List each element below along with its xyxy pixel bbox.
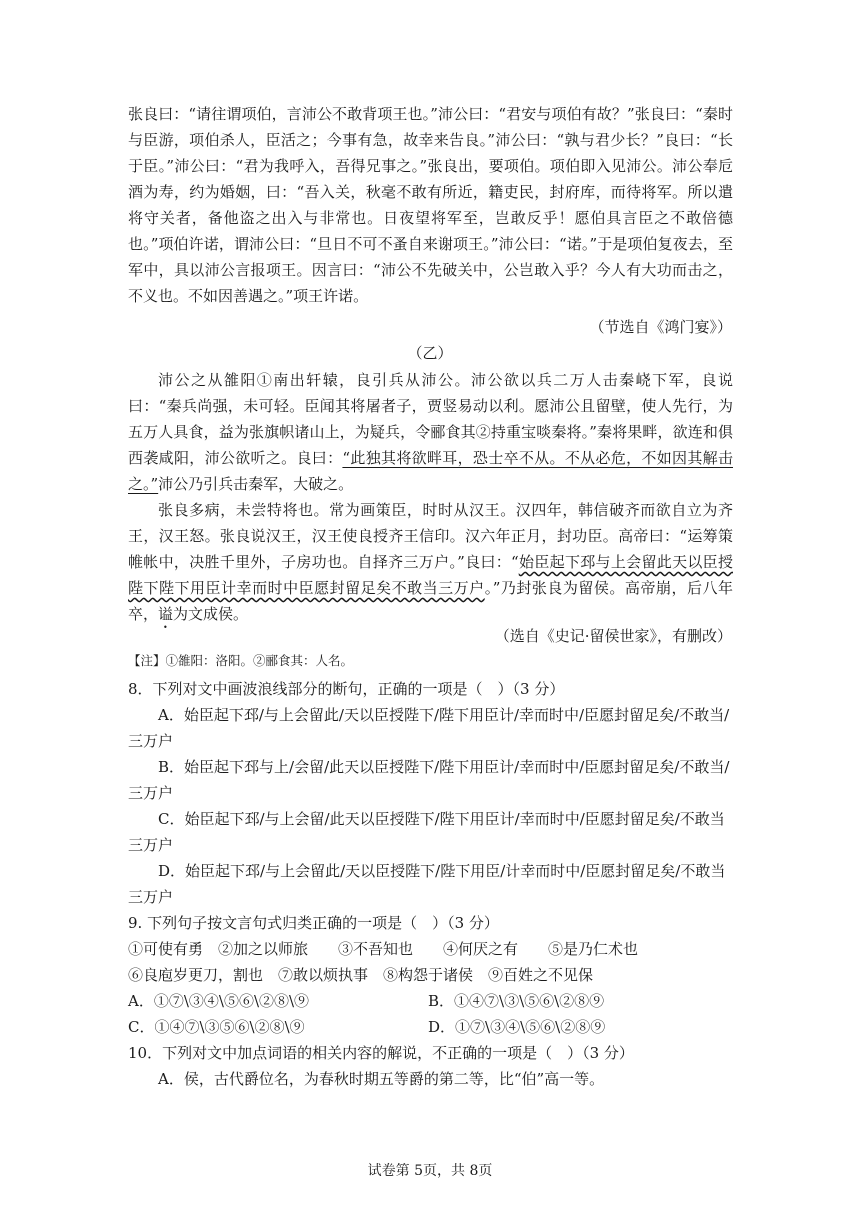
text-segment: 为文成侯。: [173, 605, 249, 623]
question-8-option-c: C．始臣起下邳/与上会留/此天以臣授陛下/陛下用臣计/幸而时中/臣愿封留足矣/不敢当三万户: [128, 810, 725, 854]
question-9-option-a: A．①⑦\③④\⑤⑥\②⑧\⑨: [128, 992, 310, 1010]
passage-yi-source: （选自《史记·留侯世家》，有删改）: [494, 627, 732, 645]
question-9-sentences-1: ①可使有勇 ②加之以师旅 ③不吾知也 ④何厌之有 ⑤是乃仁术也: [128, 940, 639, 958]
question-9-options-cd: [128, 1014, 733, 1040]
passage-yi: [128, 367, 733, 632]
passage-jia: [128, 101, 733, 309]
text-segment: 。”乃封张良为留侯。高帝崩，后八年卒，: [128, 579, 733, 623]
text-segment: 沛公之从雒阳①南出轩辕，良引兵从沛公。沛公欲以兵二万人击秦峣下军，良说曰：“秦兵尚强，未可轻。臣闻其将屠者子，贾竖易动以利。愿沛公且留壁，使人先行，为五万人具食，益为张旗帜诸山上，为疑兵，令郦食其②持重宝啖秦将。”秦将果畔，欲连和俱西袭咸阳，沛公欲听之。良曰：: [128, 371, 733, 467]
annotation-note: 【注】①雒阳：洛阳。②郦食其：人名。: [128, 653, 354, 668]
question-8: [128, 676, 733, 910]
question-8-stem: 8．下列对文中画波浪线部分的断句，正确的一项是（ ）（3 分）: [128, 680, 565, 698]
question-10-stem: 10．下列对文中加点词语的相关内容的解说，不正确的一项是（ ）（3 分）: [128, 1044, 634, 1062]
wavy-underlined-sentence: 始臣起下邳与上会留此天以臣授陛下陛下用臣计幸而时中臣愿封留足矣不敢当三万户: [128, 553, 733, 597]
question-8-option-d: D．始臣起下邳/与上会留此/天以臣授陛下/陛下用臣/计幸而时中/臣愿封留足矣/不敢当三万户: [128, 862, 726, 906]
text-segment: 张良多病，未尝特将也。常为画策臣，时时从汉王。汉四年，韩信破齐而欲自立为齐王，汉王怒。张良说汉王，汉王使良授齐王信印。汉六年正月，封功臣。高帝曰：“运筹策帷帐中，决胜千里外，子房功也。自择齐三万户。”良曰：“: [128, 501, 733, 571]
passage-jia-source: （节选自《鸿门宴》）: [589, 318, 732, 336]
page-footer: 试卷第 5页，共 8页: [367, 1163, 493, 1179]
question-9-option-c: C．①④⑦\③⑤⑥\②⑧\⑨: [128, 1018, 305, 1036]
underlined-sentence: “此独其将欲畔耳，恐士卒不从。不从必危，不如因其解击之。”: [128, 449, 733, 493]
passage-yi-paragraph-2: [128, 497, 733, 632]
question-9-options-ab: [128, 988, 733, 1014]
question-9-stem: 9. 下列句子按文言句式归类正确的一项是（ ）（3 分）: [128, 914, 499, 932]
question-8-option-a: A．始臣起下邳/与上会留此/天以臣授陛下/陛下用臣计/幸而时中/臣愿封留足矣/不敢当/三万户: [128, 706, 730, 750]
passage-yi-paragraph-1: [128, 367, 733, 497]
question-9-option-d: D．①⑦\③④\⑤⑥\②⑧⑨: [428, 1018, 606, 1036]
passage-jia-paragraph: 张良曰：“请往谓项伯，言沛公不敢背项王也。”沛公曰：“君安与项伯有故？”张良曰：“秦时与臣游，项伯杀人，臣活之；今事有急，故幸来告良。”沛公曰：“孰与君少长？”良曰：“长于臣。”沛公曰：“君为我呼入，吾得兄事之。”张良出，要项伯。项伯即入见沛公。沛公奉卮酒为寿，约为婚姻，曰：“吾入关，秋毫不敢有所近，籍吏民，封府库，而待将军。所以遣将守关者，备他盗之出入与非常也。日夜望将军至，岂敢反乎！愿伯具言臣之不敢倍德也。”项伯许诺，谓沛公曰：“旦日不可不蚤自来谢项王。”沛公曰：“诺。”于是项伯复夜去，至军中，具以沛公言报项王。因言曰：“沛公不先破关中，公岂敢入乎？今人有大功而击之，不义也。不如因善遇之。”项王许诺。: [128, 105, 733, 305]
dotted-word: 谥: [158, 605, 174, 623]
question-9: [128, 910, 733, 1040]
question-9-option-b: B．①④⑦\③\⑤⑥\②⑧⑨: [428, 992, 605, 1010]
text-segment: 沛公乃引兵击秦军，大破之。: [158, 475, 354, 493]
question-10-option-a: A．侯，古代爵位名，为春秋时期五等爵的第二等，比“伯”高一等。: [158, 1070, 605, 1088]
question-10: [128, 1040, 733, 1092]
question-9-sentences-2: ⑥良庖岁更刀，割也 ⑦敢以烦执事 ⑧构怨于诸侯 ⑨百姓之不见保: [128, 966, 594, 984]
question-8-option-b: B．始臣起下邳与上/会留/此天以臣授陛下/陛下用臣计/幸而时中/臣愿封留足矣/不敢当/三万户: [128, 758, 730, 802]
passage-yi-title: （乙）: [407, 344, 453, 362]
